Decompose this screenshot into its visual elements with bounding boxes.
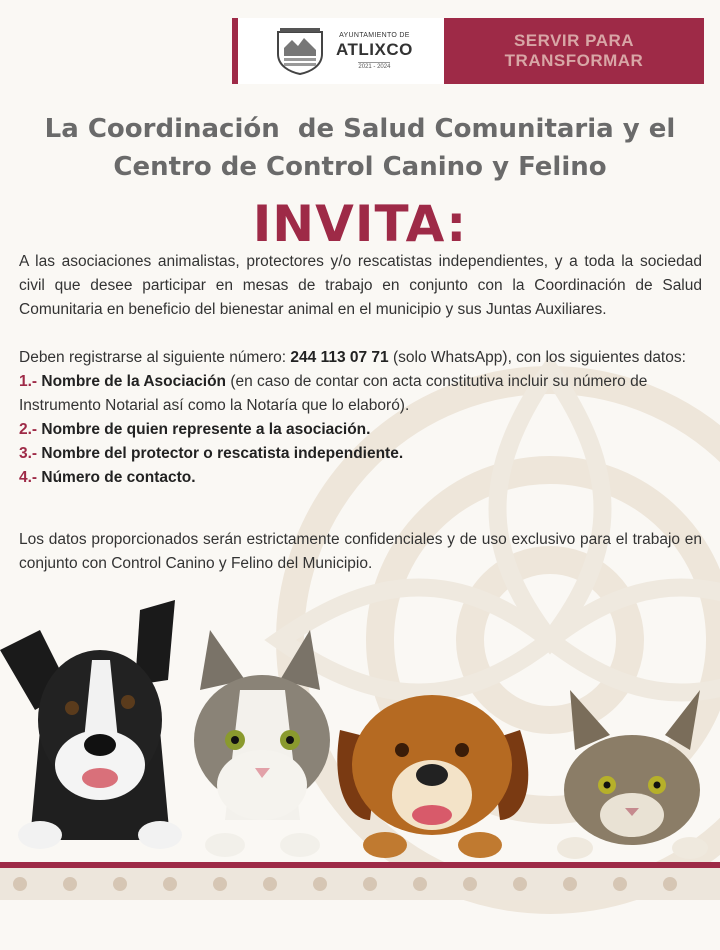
requirement-label: Nombre de la Asociación <box>37 373 227 390</box>
requirement-label: Número de contacto. <box>37 469 196 486</box>
footer-pattern-band <box>0 862 720 900</box>
slogan <box>444 18 704 84</box>
requirement-item <box>19 370 702 418</box>
requirement-number: 1.- <box>19 373 38 390</box>
registration-section <box>19 346 702 490</box>
title-line-2: Centro de Control Canino y Felino <box>113 152 607 182</box>
requirement-item <box>19 418 702 442</box>
requirement-number: 4.- <box>19 469 38 486</box>
slogan-line-2: TRANSFORMAR <box>504 51 644 70</box>
registration-suffix: (solo WhatsApp), con los siguientes datos: <box>388 349 686 366</box>
golden-dog-icon <box>337 695 528 858</box>
black-white-dog-icon <box>0 600 182 849</box>
slogan-line-1: SERVIR PARA <box>513 31 635 50</box>
decorative-pattern <box>0 868 720 900</box>
requirement-number: 3.- <box>19 445 38 462</box>
page-title <box>0 110 720 186</box>
pets-illustration <box>0 590 720 870</box>
requirement-label: Nombre del protector o rescatista independiente. <box>37 445 404 462</box>
registration-text <box>19 346 702 370</box>
council-label: AYUNTAMIENTO DE <box>339 32 410 39</box>
logo <box>232 18 444 84</box>
title-line-1: La Coordinación de Salud Comunitaria y el <box>44 114 676 144</box>
requirement-number: 2.- <box>19 421 38 438</box>
requirement-detail: (en caso de contar con acta constitutiva incluir su número de Instrumento Notarial así como la Notaría que lo elaboró). <box>19 373 648 414</box>
term-years: 2021 - 2024 <box>358 64 391 70</box>
closing-paragraph: Los datos proporcionados serán estrictamente confidenciales y de uso exclusivo para el trabajo en conjunto con Control Canino y Felino del Municipio. <box>19 531 702 572</box>
city-name: ATLIXCO <box>336 40 413 59</box>
whatsapp-number: 244 113 07 71 <box>290 349 389 366</box>
municipal-crest-icon <box>274 26 326 76</box>
tabby-cat-icon <box>557 690 708 859</box>
tabby-white-cat-icon <box>194 630 330 857</box>
requirement-item <box>19 442 702 466</box>
intro-paragraph: A las asociaciones animalistas, protectores y/o rescatistas independientes, y a toda la sociedad civil que desee participar en mesas de trabajo en conjunto con la Coordinación de Salud Comunitaria en beneficio del bienestar animal en el municipio y sus Juntas Auxiliares. <box>19 253 702 318</box>
registration-prefix: Deben registrarse al siguiente número: <box>19 349 291 366</box>
invita-heading: INVITA: <box>252 195 468 253</box>
requirement-label: Nombre de quien represente a la asociación. <box>37 421 371 438</box>
requirement-item <box>19 466 702 490</box>
header-banner <box>232 18 704 84</box>
